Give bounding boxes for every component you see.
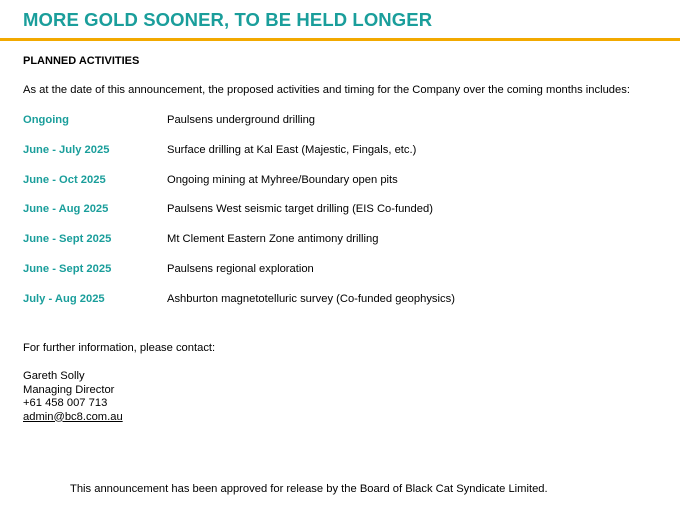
activity-row [23,144,673,174]
contact-details [23,370,123,424]
intro-paragraph: As at the date of this announcement, the proposed activities and timing for the Company over the coming months includes: [23,84,630,96]
activity-row [23,174,673,204]
activity-row [23,263,673,293]
activity-description: Mt Clement Eastern Zone antimony drilling [167,233,379,246]
contact-phone: +61 458 007 713 [23,397,108,409]
activity-row [23,233,673,263]
activity-timing: July - Aug 2025 [23,292,105,305]
activity-timing: Ongoing [23,114,69,126]
activity-row [23,203,673,233]
activity-description: Ashburton magnetotelluric survey (Co-funded geophysics) [167,292,455,305]
approval-note: This announcement has been approved for release by the Board of Black Cat Syndicate Limited. [70,483,548,495]
activity-timing: June - Sept 2025 [23,262,112,275]
activity-timing: June - Oct 2025 [23,173,106,186]
header-divider [0,38,680,41]
contact-email-link[interactable]: admin@bc8.com.au [23,410,123,423]
activity-row [23,114,673,144]
activity-row [23,293,673,323]
activity-description: Paulsens West seismic target drilling (EIS Co-funded) [167,203,433,216]
section-heading: PLANNED ACTIVITIES [23,55,140,67]
page-title: MORE GOLD SOONER, TO BE HELD LONGER [23,9,433,30]
activity-description: Paulsens underground drilling [167,114,316,126]
activity-description: Surface drilling at Kal East (Majestic, Fingals, etc.) [167,143,417,156]
contact-name: Gareth Solly [23,370,85,382]
activity-timing: June - July 2025 [23,143,110,156]
activity-description: Ongoing mining at Myhree/Boundary open pits [167,173,398,186]
activity-timing: June - Sept 2025 [23,233,112,246]
activity-description: Paulsens regional exploration [167,262,314,275]
contact-role: Managing Director [23,383,115,396]
activities-list [23,114,673,323]
contact-intro: For further information, please contact: [23,342,216,354]
activity-timing: June - Aug 2025 [23,203,109,216]
